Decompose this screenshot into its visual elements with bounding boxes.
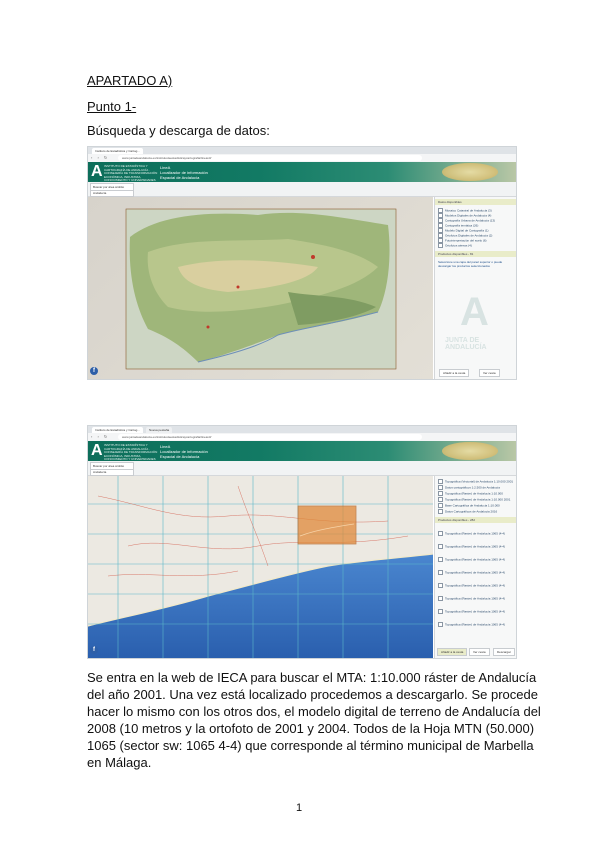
panel-item[interactable]: Cartografía temática (26)	[438, 223, 478, 228]
body-line: hacer lo mismo con los otros dos, el modelo digital de terreno de Andalucía del	[87, 704, 541, 719]
area-select[interactable]: Buscar por área ámbito	[90, 462, 134, 470]
download-button[interactable]: Descargar	[493, 648, 515, 656]
app-title	[160, 165, 208, 180]
panel-header-products: Productos disponibles - 81	[435, 251, 517, 257]
nav-arrows-icon[interactable]: ‹ › ↻	[91, 155, 110, 160]
screenshot-1	[87, 146, 517, 380]
app-title-line-3: Espacial de Andalucía	[160, 454, 200, 459]
site-header	[88, 441, 516, 461]
panel-item[interactable]: Cartografía Urbana de Andalucía (13)	[438, 218, 495, 223]
browser-tab[interactable]: Instituto de Estadística y Cartog...	[92, 427, 143, 433]
app-title-line-2: Localizador de información	[160, 449, 208, 454]
browser-tabbar	[88, 426, 516, 433]
site-header	[88, 162, 516, 182]
add-to-cart-button[interactable]: Añadir a la cesta	[439, 369, 469, 377]
panel-item[interactable]: Topográfica (Raster) de Andalucía 1:10.000	[438, 491, 503, 496]
institute-name: INSTITUTO DE ESTADÍSTICA Y CARTOGRAFÍA DE ANDALUCÍA · CONSEJERÍA DE TRANSFORMACIÓN ECONÓMICA, INDUSTRIA, CONOCIMIENTO Y UNIVERSIDADES	[104, 164, 158, 183]
browser-tab[interactable]: Instituto de Estadística y Cartog...	[92, 148, 143, 154]
coast-map	[88, 476, 433, 658]
intro-text: Búsqueda y descarga de datos:	[87, 123, 270, 138]
map-view[interactable]	[88, 197, 433, 379]
section-heading: APARTADO A)	[87, 73, 173, 88]
panel-item[interactable]: Ortofotos Digitales de Andalucía (2)	[438, 233, 492, 238]
panel-header-products: Productos disponibles - 282	[435, 517, 517, 523]
results-panel	[434, 476, 517, 658]
panel-item[interactable]: Mosaico Catastral de Andalucía (3)	[438, 208, 492, 213]
panel-item[interactable]: Ortofotos aéreas (4)	[438, 243, 472, 248]
app-title-line-2: Localizador de información	[160, 170, 208, 175]
map-view[interactable]	[88, 476, 433, 658]
nav-arrows-icon[interactable]: ‹ › ↻	[91, 434, 110, 439]
area-subselect[interactable]: Andalucía	[90, 469, 134, 476]
panel-item[interactable]: Datos Cartográficos de Andalucía 2016	[438, 509, 497, 514]
body-line: 2008 (10 metros y la ortofoto de 2001 y 2004. Todos de la Hoja MTN (50.000)	[87, 721, 535, 736]
body-line: en Málaga.	[87, 755, 152, 770]
screenshot-2	[87, 425, 517, 659]
watermark-text: JUNTA DE ANDALUCÍA	[445, 337, 487, 351]
page-number: 1	[296, 802, 303, 814]
results-panel	[434, 197, 517, 379]
panel-item[interactable]: Modelo Digital de Cartografía (1)	[438, 228, 489, 233]
panel-item[interactable]: Topográfica (Raster) de Andalucía 1:10.000 2001	[438, 497, 510, 502]
junta-logo-icon: A	[91, 442, 103, 459]
product-list-item[interactable]: Topográfica (Raster) de Andalucía 1065 (4-4)	[438, 557, 505, 562]
body-line: del año 2001. Una vez está localizado procedemos a descargarlo. Se procede	[87, 687, 538, 702]
browser-tab-2[interactable]: Nueva pestaña	[146, 427, 172, 433]
app-title-line-1: LineA	[160, 165, 171, 170]
product-list-item[interactable]: Topográfica (Raster) de Andalucía 1065 (4-4)	[438, 544, 505, 549]
andalucia-map	[88, 197, 433, 379]
app-title	[160, 444, 208, 459]
app-title-line-1: LineA	[160, 444, 171, 449]
product-list-item[interactable]: Topográfica (Raster) de Andalucía 1065 (4-4)	[438, 531, 505, 536]
add-to-cart-button[interactable]: Añadir a la cesta	[437, 648, 467, 656]
subsection-heading: Punto 1-	[87, 99, 137, 114]
area-subselect[interactable]: Andalucía	[90, 190, 134, 197]
search-toolbar	[88, 182, 516, 197]
url-field[interactable]: www.juntadeandalucia.es/institutodeestadisticaycartografia/lineav3/	[118, 434, 422, 440]
panel-item[interactable]: Fotointerpretación del suelo (6)	[438, 238, 487, 243]
body-line: Se entra en la web de IECA para buscar el MTA: 1:10.000 ráster de Andalucía	[87, 670, 537, 685]
panel-item[interactable]: Modelos Digitales de Andalucía (4)	[438, 213, 491, 218]
facebook-icon[interactable]: f	[90, 646, 98, 654]
facebook-icon[interactable]: f	[90, 367, 98, 375]
product-list-item[interactable]: Topográfica (Raster) de Andalucía 1065 (4-4)	[438, 570, 505, 575]
watermark-a-icon: A	[460, 290, 489, 334]
product-list-item[interactable]: Topográfica (Raster) de Andalucía 1065 (4-4)	[438, 583, 505, 588]
institute-name: INSTITUTO DE ESTADÍSTICA Y CARTOGRAFÍA DE ANDALUCÍA · CONSEJERÍA DE TRANSFORMACIÓN ECONÓMICA, INDUSTRIA, CONOCIMIENTO Y UNIVERSIDADES	[104, 443, 158, 462]
view-cart-button[interactable]: Ver cesta	[469, 648, 490, 656]
app-title-line-3: Espacial de Andalucía	[160, 175, 200, 180]
view-cart-button[interactable]: Ver cesta	[479, 369, 500, 377]
panel-item[interactable]: Base Cartográfica de Andalucía 1:10.000	[438, 503, 500, 508]
panel-header-data: Datos disponibles	[435, 199, 517, 205]
area-select[interactable]: Buscar por área ámbito	[90, 183, 134, 191]
url-field[interactable]: www.juntadeandalucia.es/institutodeestadisticaycartografia/lineav3/	[118, 155, 422, 161]
panel-item[interactable]: Datos cartográficos 1:2.500 de Andalucía	[438, 485, 500, 490]
body-line: 1065 (sector sw: 1065 4-4) que corresponde al término municipal de Marbella	[87, 738, 534, 753]
product-list-item[interactable]: Topográfica (Raster) de Andalucía 1065 (4-4)	[438, 622, 505, 627]
andalucia-seal-icon	[442, 442, 498, 460]
product-list-item[interactable]: Topográfica (Raster) de Andalucía 1065 (4-4)	[438, 609, 505, 614]
product-list-item[interactable]: Topográfica (Raster) de Andalucía 1065 (4-4)	[438, 596, 505, 601]
body-paragraph	[87, 669, 541, 771]
browser-tabbar	[88, 147, 516, 154]
panel-item[interactable]: Topográfica (Vectorial) de Andalucía 1:10.000 2001	[438, 479, 513, 484]
andalucia-seal-icon	[442, 163, 498, 181]
search-toolbar	[88, 461, 516, 476]
panel-help-text: Seleccione una capa del panel superior o puede descargar los productos seleccionados	[438, 260, 503, 268]
junta-logo-icon: A	[91, 163, 103, 180]
